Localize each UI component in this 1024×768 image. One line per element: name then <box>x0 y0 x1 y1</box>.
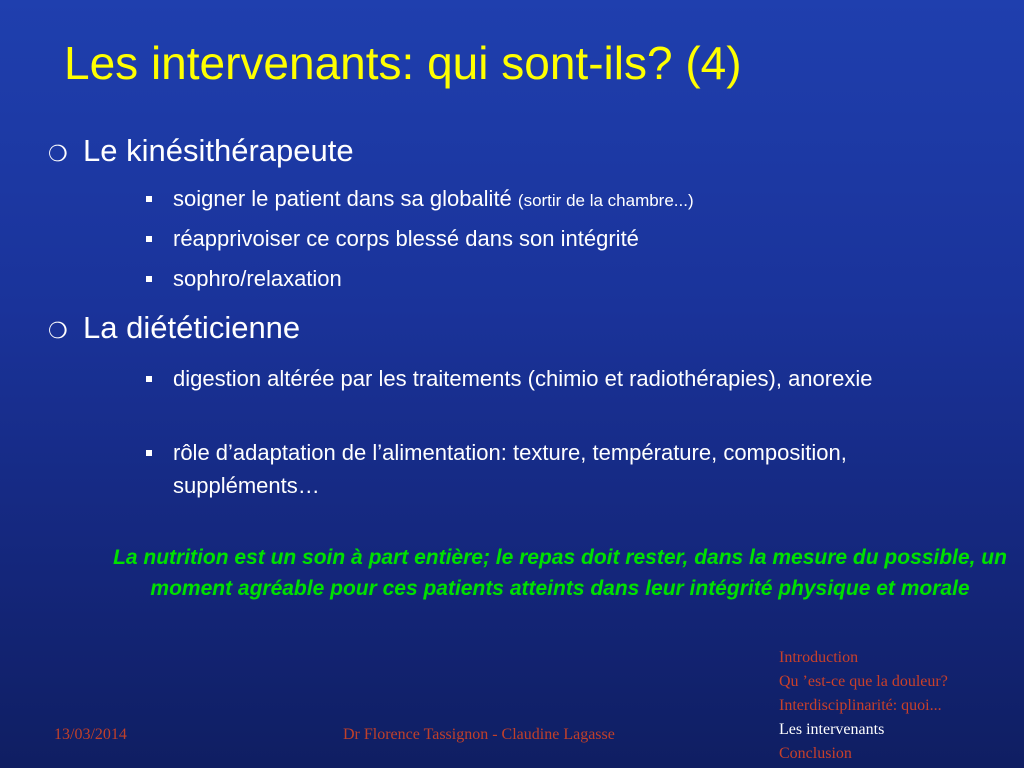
list-item <box>146 436 906 502</box>
nav-item-introduction[interactable]: Introduction <box>779 649 859 666</box>
square-bullet-icon <box>146 236 152 242</box>
circle-bullet-icon: ❍ <box>48 318 68 343</box>
section-heading: La diététicienne <box>83 310 301 345</box>
list-item-note: (sortir de la chambre...) <box>517 191 694 210</box>
footer-date: 13/03/2014 <box>54 726 127 743</box>
conclusion-text: La nutrition est un soin à part entière; le repas doit rester, dans la mesure du possible, un moment agréable pour ces patients atteints dans leur intégrité physique et morale <box>113 546 1007 600</box>
list-item-text: soigner le patient dans sa globalité <box>173 186 518 211</box>
nav-item-interdisciplinarite[interactable]: Interdisciplinarité: quoi... <box>779 697 942 714</box>
list-item <box>146 182 986 217</box>
nav-menu <box>779 646 948 766</box>
list-item <box>146 362 966 395</box>
circle-bullet-icon: ❍ <box>48 141 68 166</box>
slide-title: Les intervenants: qui sont-ils? (4) <box>64 37 742 89</box>
nav-item-intervenants[interactable]: Les intervenants <box>779 721 885 738</box>
section-heading: Le kinésithérapeute <box>83 133 354 168</box>
square-bullet-icon <box>146 196 152 202</box>
list-item-text: réapprivoiser ce corps blessé dans son intégrité <box>173 226 639 251</box>
square-bullet-icon <box>146 450 152 456</box>
square-bullet-icon <box>146 276 152 282</box>
list-item-text: digestion altérée par les traitements (chimio et radiothérapies), anorexie <box>173 366 873 391</box>
list-item-text: rôle d’adaptation de l’alimentation: texture, température, composition, suppléments… <box>173 440 847 498</box>
list-item <box>146 222 986 255</box>
nav-item-conclusion[interactable]: Conclusion <box>779 745 852 762</box>
nav-item-douleur[interactable]: Qu ’est-ce que la douleur? <box>779 673 948 690</box>
list-item-text: sophro/relaxation <box>173 266 342 291</box>
footer-author: Dr Florence Tassignon - Claudine Lagasse <box>343 726 615 743</box>
square-bullet-icon <box>146 376 152 382</box>
list-item <box>146 262 986 295</box>
